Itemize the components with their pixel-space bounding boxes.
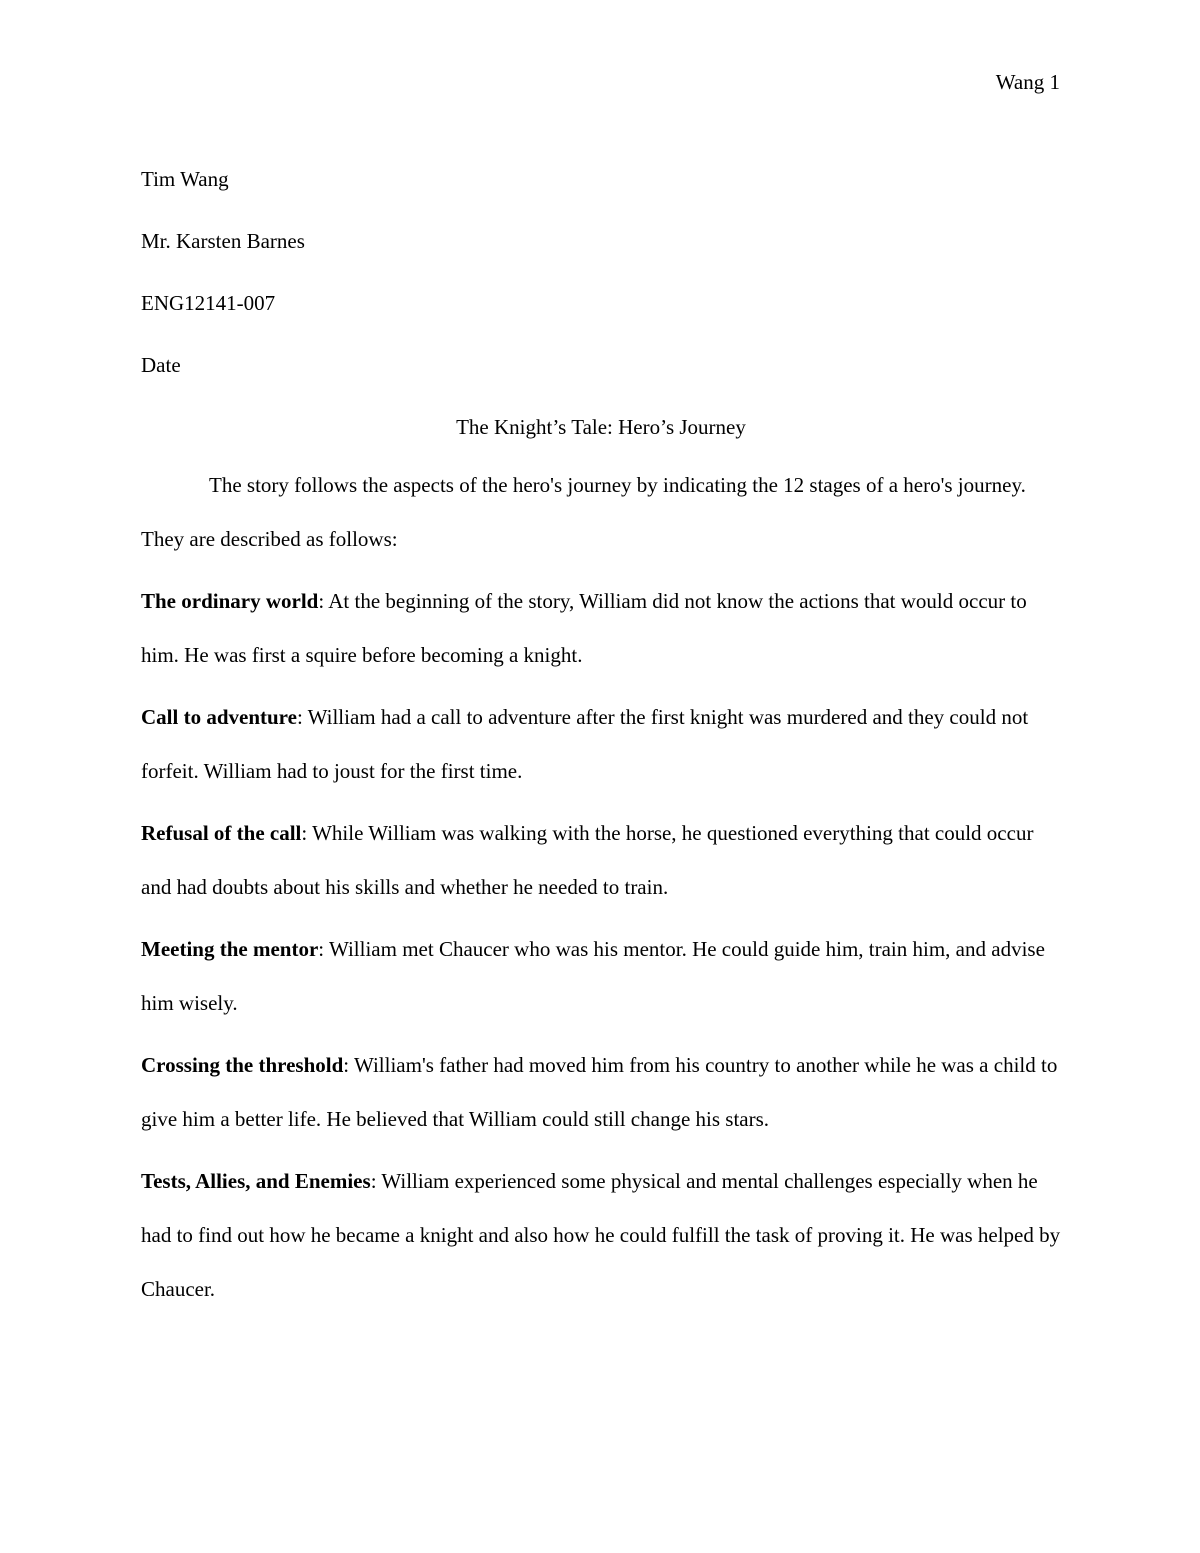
student-name: Tim Wang <box>141 167 229 191</box>
stage-text: : William's father had moved him from his country to another while he was a child to give him a better life. He believed that William could still change his stars. <box>141 1053 1058 1131</box>
running-head: Wang 1 <box>995 70 1060 94</box>
stage-term: Tests, Allies, and Enemies <box>141 1169 371 1193</box>
date-line: Date <box>141 353 181 377</box>
stage-term: Crossing the threshold <box>141 1053 344 1077</box>
stage-text: : William had a call to adventure after the first knight was murdered and they could not forfeit. William had to joust for the first time. <box>141 705 1029 783</box>
stage-paragraph <box>141 574 1061 682</box>
stage-text: : William experienced some physical and mental challenges especially when he had to find out how he became a knight and also how he could fulfill the task of proving it. He was helped by Chaucer. <box>141 1169 1061 1301</box>
stage-term: The ordinary world <box>141 589 319 613</box>
stage-text: : William met Chaucer who was his mentor. He could guide him, train him, and advise him wisely. <box>141 937 1045 1015</box>
stage-paragraph <box>141 1038 1061 1146</box>
stage-term: Call to adventure <box>141 705 297 729</box>
stage-paragraph <box>141 690 1061 798</box>
document-body <box>141 148 1061 1324</box>
stage-term: Refusal of the call <box>141 821 302 845</box>
intro-paragraph: The story follows the aspects of the hero's journey by indicating the 12 stages of a hero's journey. They are described as follows: <box>141 473 1026 551</box>
course-code: ENG12141-007 <box>141 291 276 315</box>
stage-text: : At the beginning of the story, William did not know the actions that would occur to him. He was first a squire before becoming a knight. <box>141 589 1027 667</box>
essay-title: The Knight’s Tale: Hero’s Journey <box>456 415 746 439</box>
stage-paragraph <box>141 806 1061 914</box>
stage-paragraph <box>141 922 1061 1030</box>
instructor-name: Mr. Karsten Barnes <box>141 229 305 253</box>
stage-term: Meeting the mentor <box>141 937 319 961</box>
stage-paragraph <box>141 1154 1061 1316</box>
stage-text: : While William was walking with the horse, he questioned everything that could occur and had doubts about his skills and whether he needed to train. <box>141 821 1034 899</box>
